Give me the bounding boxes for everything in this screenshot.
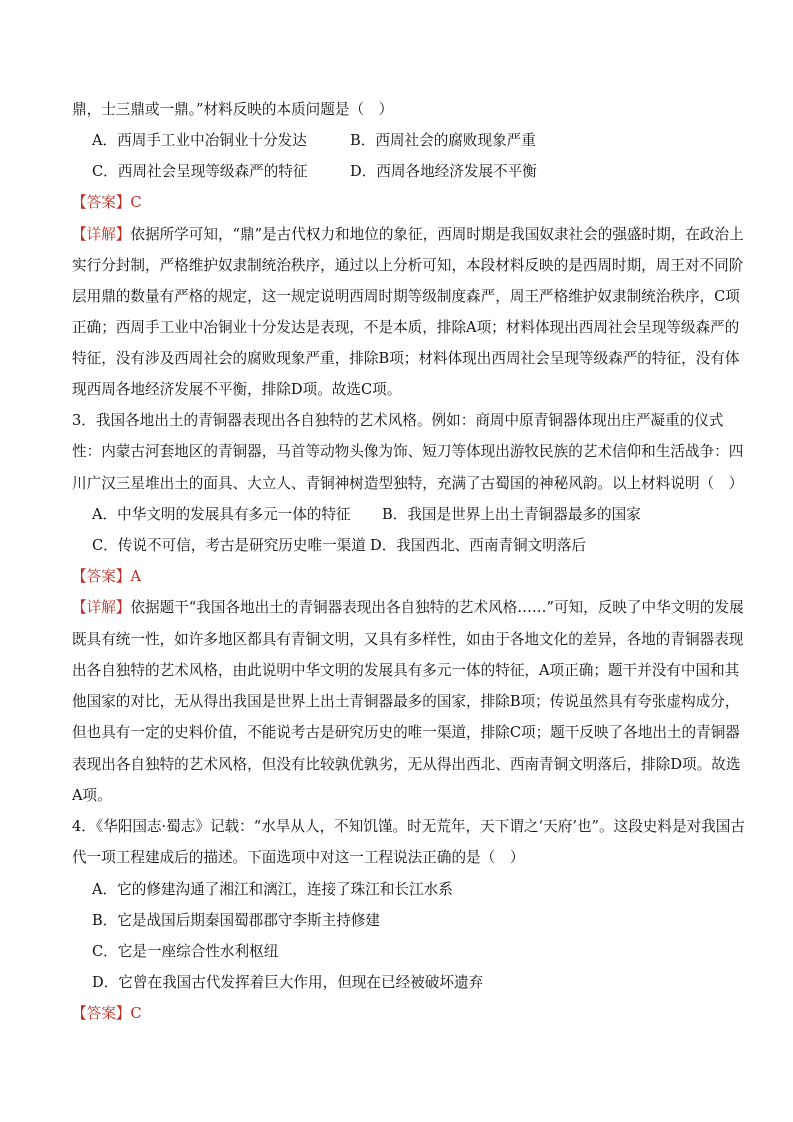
answer-label: 【答案】 (72, 194, 131, 211)
q3-detail-line: 出各自独特的艺术风格，由此说明中华文明的发展具有多元一体的特征，A项正确；题干并没有中国和其 (72, 662, 740, 679)
q3-detail-line: 既具有统一性，如许多地区都具有青铜文明，又具有多样性，如由于各地文化的差异，各地的青铜器表现 (72, 631, 744, 648)
q3-detail-line: 但也具有一定的史料价值，不能说考古是研究历史的唯一渠道，排除C项；题干反映了各地出土的青铜器 (72, 724, 740, 741)
q4-answer (72, 1004, 142, 1024)
q3-stem-line: 性：内蒙古河套地区的青铜器，马首等动物头像为饰、短刀等体现出游牧民族的艺术信仰和生活战争：四 (72, 443, 744, 460)
detail-text: 依据题干“我国各地出土的青铜器表现出各自独特的艺术风格……”可知，反映了中华文明的发展 (130, 599, 744, 616)
q3-answer (72, 567, 141, 587)
q2-answer (72, 193, 142, 213)
answer-value: C (130, 194, 142, 211)
q4-option-c: C．它是一座综合性水利枢纽 (92, 943, 279, 960)
q4-stem-line: 4．《华阳国志·蜀志》记载：“水旱从人，不知饥馑。时无荒年，天下谓之‘天府’也”。这段史料是对我国古 (72, 818, 745, 835)
q4-option-b: B．它是战国后期秦国蜀郡郡守李斯主持修建 (92, 912, 381, 929)
q3-option-b: B．我国是世界上出土青铜器最多的国家 (382, 506, 641, 523)
q3-stem-line: 川广汉三星堆出土的面具、大立人、青铜神树造型独特，充满了古蜀国的神秘风韵。以上材料说明（ ） (72, 475, 744, 492)
detail-text: 依据所学可知，“鼎”是古代权力和地位的象征，西周时期是我国奴隶社会的强盛时期，在政治上 (130, 226, 744, 243)
answer-value: C (130, 1005, 142, 1022)
q2-option-a: A．西周手工业中冶铜业十分发达 (92, 132, 307, 149)
answer-label: 【答案】 (72, 568, 131, 585)
q4-option-a: A．它的修建沟通了湘江和漓江，连接了珠江和长江水系 (92, 881, 453, 898)
q3-detail-line: A项。 (72, 787, 112, 804)
q2-detail-line: 现西周各地经济发展不平衡，排除D项。故选C项。 (72, 381, 402, 398)
q2-detail-line: 层用鼎的数量有严格的规定，这一规定说明西周时期等级制度森严，周王严格维护奴隶制统治秩序，C项 (72, 288, 740, 305)
q2-option-b: B．西周社会的腐败现象严重 (350, 132, 536, 149)
q2-detail-line: 实行分封制，严格维护奴隶制统治秩序，通过以上分析可知，本段材料反映的是西周时期，周王对不同阶 (72, 257, 744, 274)
q3-option-c: C．传说不可信，考古是研究历史唯一渠道 (92, 537, 366, 554)
q4-option-d: D．它曾在我国古代发挥着巨大作用，但现在已经被破坏遗弃 (92, 974, 484, 991)
q3-stem-line: 3．我国各地出土的青铜器表现出各自独特的艺术风格。例如：商周中原青铜器体现出庄严凝重的仪式 (72, 412, 724, 429)
q2-detail-line: 正确；西周手工业中冶铜业十分发达是表现，不是本质，排除A项；材料体现出西周社会呈现等级森严的 (72, 319, 740, 336)
q2-option-d: D．西周各地经济发展不平衡 (350, 163, 537, 180)
q3-option-a: A．中华文明的发展具有多元一体的特征 (92, 506, 351, 523)
q3-detail-line: 他国家的对比，无从得出我国是世界上出土青铜器最多的国家，排除B项；传说虽然具有夸张虚构成分， (72, 693, 740, 710)
q3-detail-line: 表现出各自独特的艺术风格，但没有比较孰优孰劣，无从得出西北、西南青铜文明落后，排除D项。故选 (72, 756, 741, 773)
detail-label: 【详解】 (72, 226, 131, 243)
q2-option-c: C．西周社会呈现等级森严的特征 (92, 163, 308, 180)
q3-option-d: D．我国西北、西南青铜文明落后 (370, 537, 587, 554)
q2-stem: 鼎，士三鼎或一鼎。”材料反映的本质问题是（ ） (72, 101, 394, 118)
q2-detail-line (72, 225, 744, 245)
q3-detail-line (72, 598, 744, 618)
q2-detail-line: 特征，没有涉及西周社会的腐败现象严重，排除B项；材料体现出西周社会呈现等级森严的特征，没有体 (72, 350, 740, 367)
answer-value: A (130, 568, 141, 585)
q4-stem-line: 代一项工程建成后的描述。下面选项中对这一工程说法正确的是（ ） (72, 849, 525, 866)
answer-label: 【答案】 (72, 1005, 131, 1022)
detail-label: 【详解】 (72, 599, 131, 616)
